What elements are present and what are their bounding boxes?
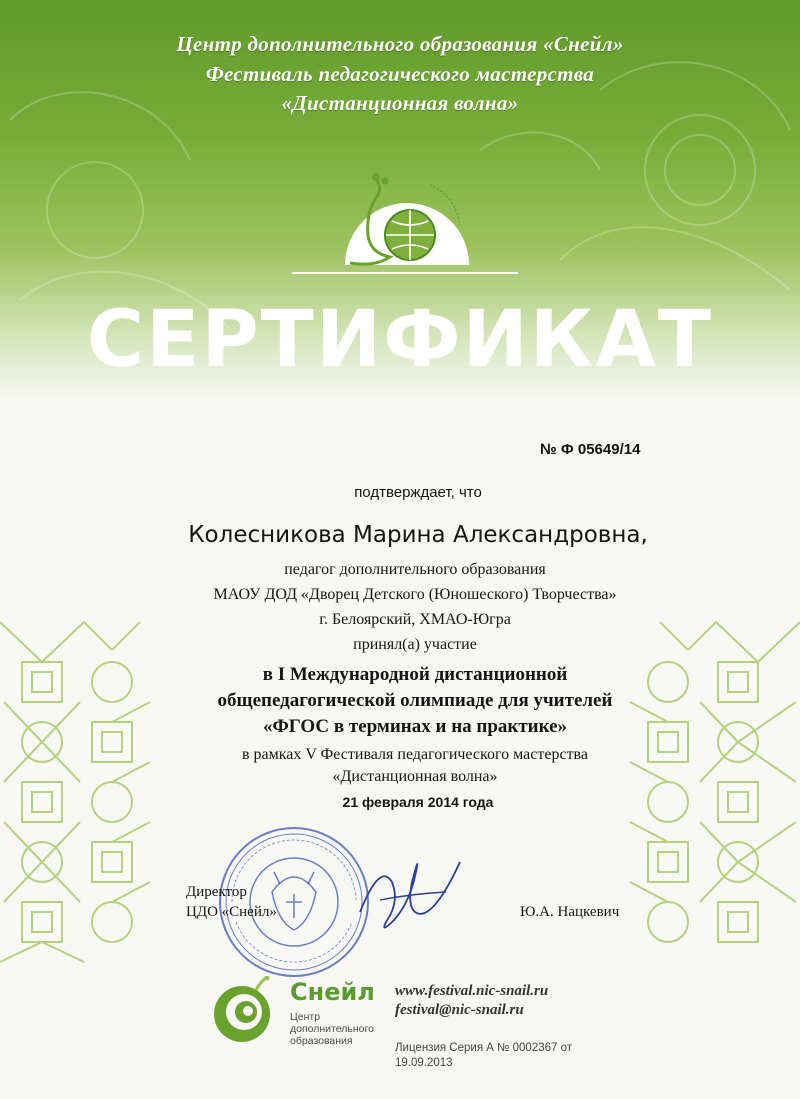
header-line-2: Фестиваль педагогического мастерства xyxy=(205,62,595,86)
event-line-3: «ФГОС в терминах и на практике» xyxy=(262,716,568,737)
certificate-number: № Ф 05649/14 xyxy=(540,441,641,458)
director-signature xyxy=(350,842,470,942)
confirms-text: подтверждает, что xyxy=(354,484,482,501)
event-line-2: общепедагогической олимпиаде для учителей xyxy=(217,690,613,711)
festival-snail-logo xyxy=(330,165,480,273)
event-line-1: в I Международной дистанционной xyxy=(262,664,568,685)
license-line-2: 19.09.2013 xyxy=(395,1057,453,1069)
logo-divider xyxy=(292,272,518,274)
recipient-location: г. Белоярский, ХМАО-Югра xyxy=(319,611,511,628)
geometric-pattern-right xyxy=(620,610,800,980)
geometric-pattern-left xyxy=(0,610,180,980)
signer-role-line-2: ЦДО «Снейл» xyxy=(186,904,277,920)
website-link[interactable]: www.festival.nic-snail.ru xyxy=(395,983,549,999)
license-line-1: Лицензия Серия А № 0002367 от xyxy=(395,1042,573,1054)
recipient-position: педагог дополнительного образования xyxy=(284,561,546,578)
participated-text: принял(а) участие xyxy=(353,636,477,653)
brand-subtitle-3: образования xyxy=(290,1035,353,1047)
framework-line-1: в рамках V Фестиваля педагогического мастерства xyxy=(241,746,588,763)
recipient-name: Колесникова Марина Александровна, xyxy=(188,522,648,548)
header-line-1: Центр дополнительного образования «Снейл» xyxy=(176,32,624,56)
brand-subtitle-2: дополнительного xyxy=(290,1023,374,1035)
brand-name: Снейл xyxy=(290,978,375,1006)
signer-role-line-1: Директор xyxy=(186,884,247,900)
snail-brand-logo xyxy=(206,976,286,1046)
certificate-title: СЕРТИФИКАТ xyxy=(86,295,714,385)
recipient-organization: МАОУ ДОД «Дворец Детского (Юношеского) Творчества» xyxy=(213,586,617,603)
signer-name: Ю.А. Нацкевич xyxy=(520,904,620,920)
event-date: 21 февраля 2014 года xyxy=(342,794,494,810)
header-line-3: «Дистанционная волна» xyxy=(281,91,519,115)
brand-subtitle-1: Центр xyxy=(290,1011,321,1023)
email-link[interactable]: festival@nic-snail.ru xyxy=(395,1002,524,1018)
framework-line-2: «Дистанционная волна» xyxy=(332,768,498,785)
